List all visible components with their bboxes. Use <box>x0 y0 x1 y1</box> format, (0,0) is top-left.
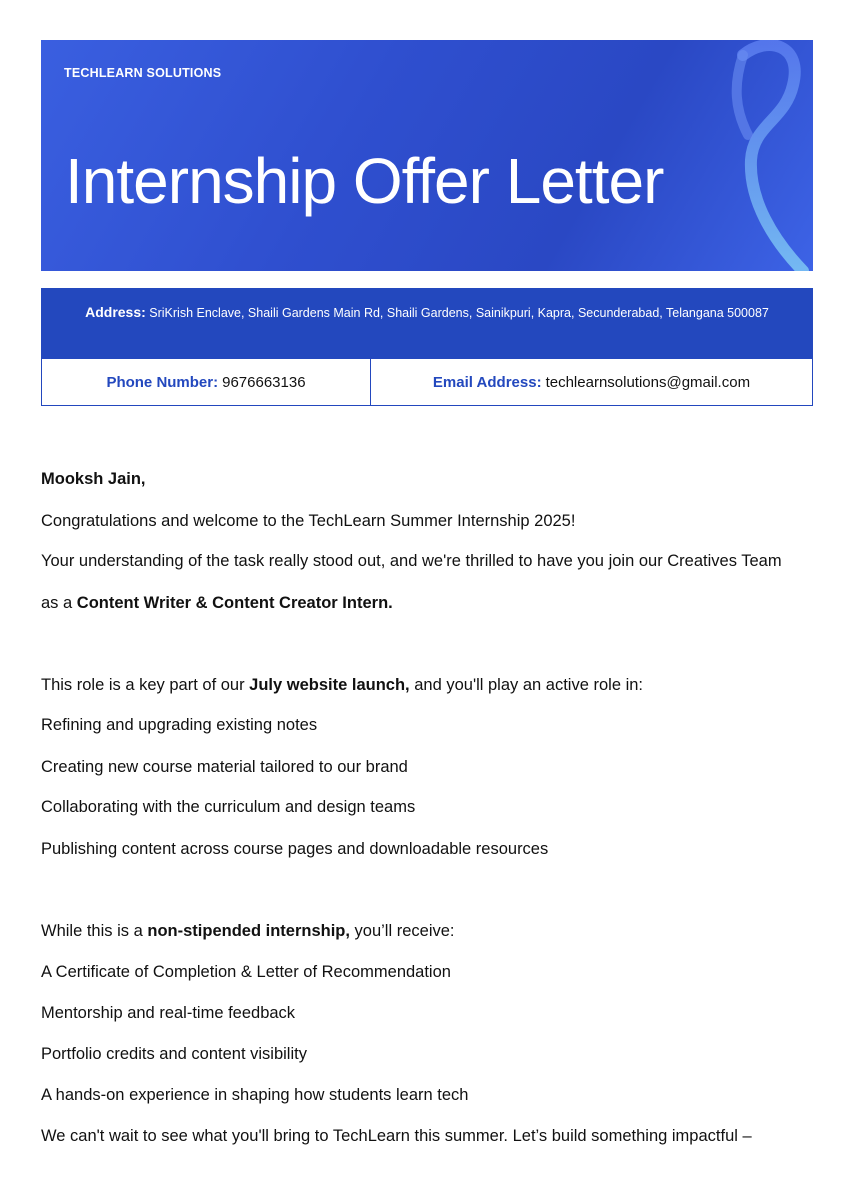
duty-item: Refining and upgrading existing notes <box>41 716 318 734</box>
page-title: Internship Offer Letter <box>65 145 664 217</box>
duty-item: Collaborating with the curriculum and design teams <box>41 798 416 816</box>
paragraph-1: Your understanding of the task really stood out, and we're thrilled to have you join our Creatives Team <box>41 552 782 570</box>
benefits-intro <box>41 922 455 941</box>
benefit-item: Mentorship and real-time feedback <box>41 1004 296 1022</box>
role-title: Content Writer & Content Creator Intern. <box>76 594 393 612</box>
benefit-item: Portfolio credits and content visibility <box>41 1045 307 1063</box>
role-prefix: as a <box>41 594 77 612</box>
role-intro-bold: July website launch, <box>249 676 410 694</box>
benefits-bold: non-stipended internship, <box>147 922 350 940</box>
duty-item: Publishing content across course pages and downloadable resources <box>41 840 549 858</box>
contact-row <box>41 359 813 406</box>
role-intro-prefix: This role is a key part of our <box>41 676 250 694</box>
role-line <box>41 594 393 613</box>
phone-value: 9676663136 <box>222 373 306 391</box>
email-label: Email Address: <box>432 373 542 391</box>
address-value: SriKrish Enclave, Shaili Gardens Main Rd, Shaili Gardens, Sainikpuri, Kapra, Secunderabad, Telangana 500087 <box>149 306 769 320</box>
email-value: techlearnsolutions@gmail.com <box>545 373 751 391</box>
company-name: TECHLEARN SOLUTIONS <box>64 66 222 80</box>
ribbon-graphic <box>673 40 813 271</box>
phone-cell <box>42 359 371 405</box>
role-intro-suffix: and you'll play an active role in: <box>409 676 644 694</box>
congrats-line: Congratulations and welcome to the TechLearn Summer Internship 2025! <box>41 512 576 530</box>
header-banner <box>41 40 813 271</box>
benefits-prefix: While this is a <box>41 922 148 940</box>
benefit-item: A Certificate of Completion & Letter of Recommendation <box>41 963 451 981</box>
address-label: Address: <box>85 304 146 320</box>
phone-label: Phone Number: <box>106 373 219 391</box>
salutation: Mooksh Jain, <box>41 470 146 488</box>
closing-line: We can't wait to see what you'll bring to TechLearn this summer. Let’s build something impactful – <box>41 1127 752 1145</box>
role-intro <box>41 676 643 695</box>
address-bar <box>41 288 813 359</box>
duty-item: Creating new course material tailored to our brand <box>41 758 408 776</box>
benefits-suffix: you’ll receive: <box>349 922 455 940</box>
email-cell <box>371 359 812 405</box>
benefit-item: A hands-on experience in shaping how students learn tech <box>41 1086 469 1104</box>
